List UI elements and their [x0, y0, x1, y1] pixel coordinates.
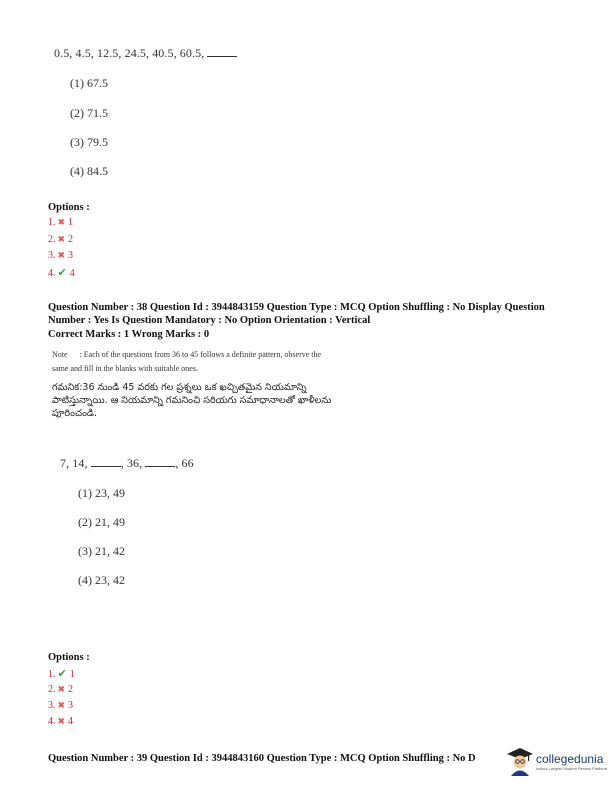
q38-option-3: 3. ✖ 3 [48, 700, 74, 711]
q37-choice-4: (4) 84.5 [70, 164, 108, 178]
q37-option-2: 2. ✖ 2 [48, 234, 74, 245]
q38-options-heading: Options : [48, 652, 90, 663]
q37-option-1: 1. ✖ 1 [48, 217, 74, 228]
q38-choice-3: (3) 21, 42 [78, 544, 125, 558]
q37-choice-3: (3) 79.5 [70, 135, 108, 149]
q38-blank-1 [91, 456, 121, 467]
q39-meta-line1: Question Number : 39 Question Id : 3944843160 Question Type : MCQ Option Shuffling : No D [48, 753, 476, 764]
q38-choice-1: (1) 23, 49 [78, 486, 125, 500]
q37-option-4: 4. ✔ 4 [48, 267, 75, 279]
logo-tagline: India's Largest Student Review Platform [536, 765, 608, 771]
note-label: Note [52, 350, 68, 359]
q38-option-2: 2. ✖ 2 [48, 684, 74, 695]
q37-choice-2: (2) 71.5 [70, 106, 108, 120]
cross-icon: ✖ [57, 684, 66, 694]
graduate-avatar-icon [506, 746, 534, 776]
q37-blank [207, 46, 237, 57]
logo-name: collegedunia [536, 751, 604, 766]
q38-marks: Correct Marks : 1 Wrong Marks : 0 [48, 329, 210, 340]
q37-choice-1: (1) 67.5 [70, 76, 108, 90]
q38-meta-line2: Number : Yes Is Question Mandatory : No Option Orientation : Vertical [48, 315, 371, 326]
cross-icon: ✖ [57, 250, 66, 260]
cross-icon: ✖ [57, 700, 66, 710]
q37-options-heading: Options : [48, 202, 90, 213]
note-text-2: same and fill in the blanks with suitable ones. [52, 364, 198, 373]
check-icon: ✔ [57, 267, 67, 279]
q38-sequence: 7, 14, , 36, , 66 [60, 456, 194, 470]
check-icon: ✔ [57, 668, 67, 680]
cross-icon: ✖ [57, 217, 66, 227]
q38-telugu-note: గమనిక:36 నుండి 45 వరకు గల ప్రశ్నలు ఒక ఖచ్చితమైన నియమాన్ని పాటిస్తున్నాయి. ఆ నియమాన్ని గమనించి సరియగు సమాధానాలతో ఖాళీలను పూరించండి. [52, 382, 332, 419]
q37-option-3: 3. ✖ 3 [48, 250, 74, 261]
q37-sequence: 0.5, 4.5, 12.5, 24.5, 40.5, 60.5, [54, 46, 237, 61]
q38-note [52, 348, 321, 376]
cross-icon: ✖ [57, 234, 66, 244]
cross-icon: ✖ [57, 716, 66, 726]
note-text-1: : Each of the questions from 36 to 45 follows a definite pattern, observe the [79, 350, 322, 359]
q38-choice-4: (4) 23, 42 [78, 573, 125, 587]
collegedunia-logo[interactable] [506, 744, 610, 778]
q38-choice-2: (2) 21, 49 [78, 515, 125, 529]
q38-blank-2 [145, 456, 175, 467]
q38-option-1: 1. ✔ 1 [48, 668, 75, 680]
q38-meta-line1: Question Number : 38 Question Id : 3944843159 Question Type : MCQ Option Shuffling : No Display Question [48, 302, 545, 313]
q38-option-4: 4. ✖ 4 [48, 716, 74, 727]
